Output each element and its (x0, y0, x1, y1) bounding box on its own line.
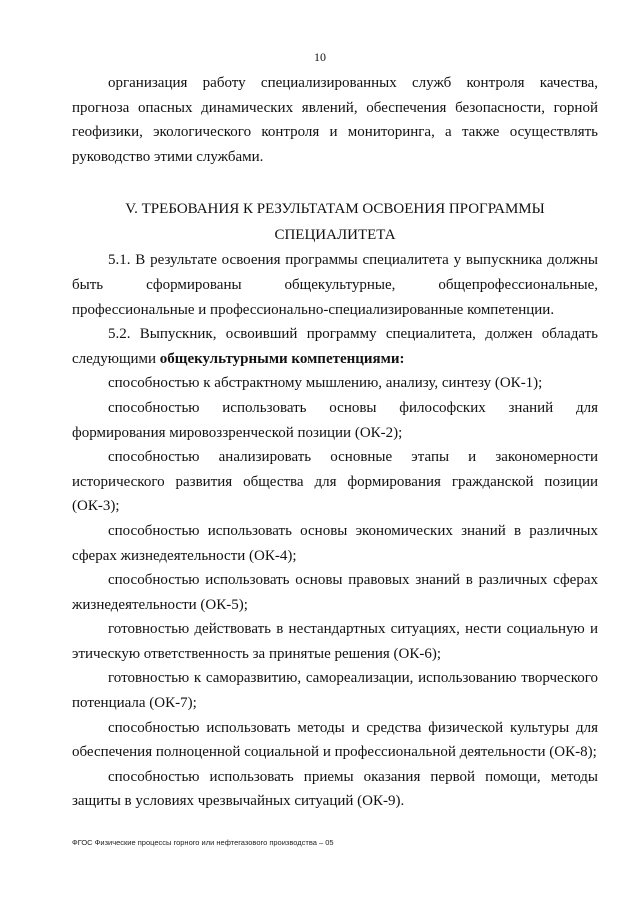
competency-ok-2: способностью использовать основы философских знаний для формирования мировоззренческой позиции (ОК-2); (72, 399, 598, 441)
competency-ok-9: способностью использовать приемы оказания первой помощи, методы защиты в условиях чрезвычайных ситуаций (ОК-9). (72, 768, 598, 810)
section-heading-line-2: СПЕЦИАЛИТЕТА (274, 227, 396, 244)
competency-ok-7: готовностью к саморазвитию, самореализации, использованию творческого потенциала (ОК-7); (72, 670, 598, 712)
competency-ok-6: готовностью действовать в нестандартных ситуациях, нести социальную и этическую ответственность за принятые решения (ОК-6); (72, 621, 598, 662)
clause-5-2 (72, 322, 598, 371)
clause-5-1: 5.1. В результате освоения программы специалитета у выпускника должны быть сформированы общекультурные, общепрофессиональные, профессиональные и профессионально-специализированные компетенции. (72, 252, 598, 318)
document-body (72, 71, 598, 814)
clause-5-2-text: 5.2. Выпускник, освоивший программу специалитета, должен обладать следующими (72, 326, 598, 367)
section-heading (72, 196, 598, 248)
clause-5-2-bold: общекультурными компетенциями: (159, 350, 405, 367)
section-heading-line-1: V. ТРЕБОВАНИЯ К РЕЗУЛЬТАТАМ ОСВОЕНИЯ ПРОГРАММЫ (125, 201, 545, 218)
competency-ok-3: способностью анализировать основные этапы и закономерности исторического развития общества для формирования гражданской позиции (ОК-3); (72, 449, 598, 515)
intro-paragraph: организация работу специализированных служб контроля качества, прогноза опасных динамических явлений, обеспечения безопасности, горной геофизики, экологического контроля и мониторинга, а также осуществлять руководство этими службами. (72, 75, 598, 165)
page-footer: ФГОС Физические процессы горного или нефтегазового производства – 05 (72, 838, 334, 847)
page-number: 10 (314, 50, 326, 64)
competency-ok-5: способностью использовать основы правовых знаний в различных сферах жизнедеятельности (ОК-5); (72, 572, 598, 613)
competency-ok-8: способностью использовать методы и средства физической культуры для обеспечения полноценной социальной и профессиональной деятельности (ОК-8); (72, 719, 598, 761)
competency-ok-1: способностью к абстрактному мышлению, анализу, синтезу (ОК-1); (108, 375, 543, 392)
competency-ok-4: способностью использовать основы экономических знаний в различных сферах жизнедеятельности (ОК-4); (72, 522, 598, 564)
